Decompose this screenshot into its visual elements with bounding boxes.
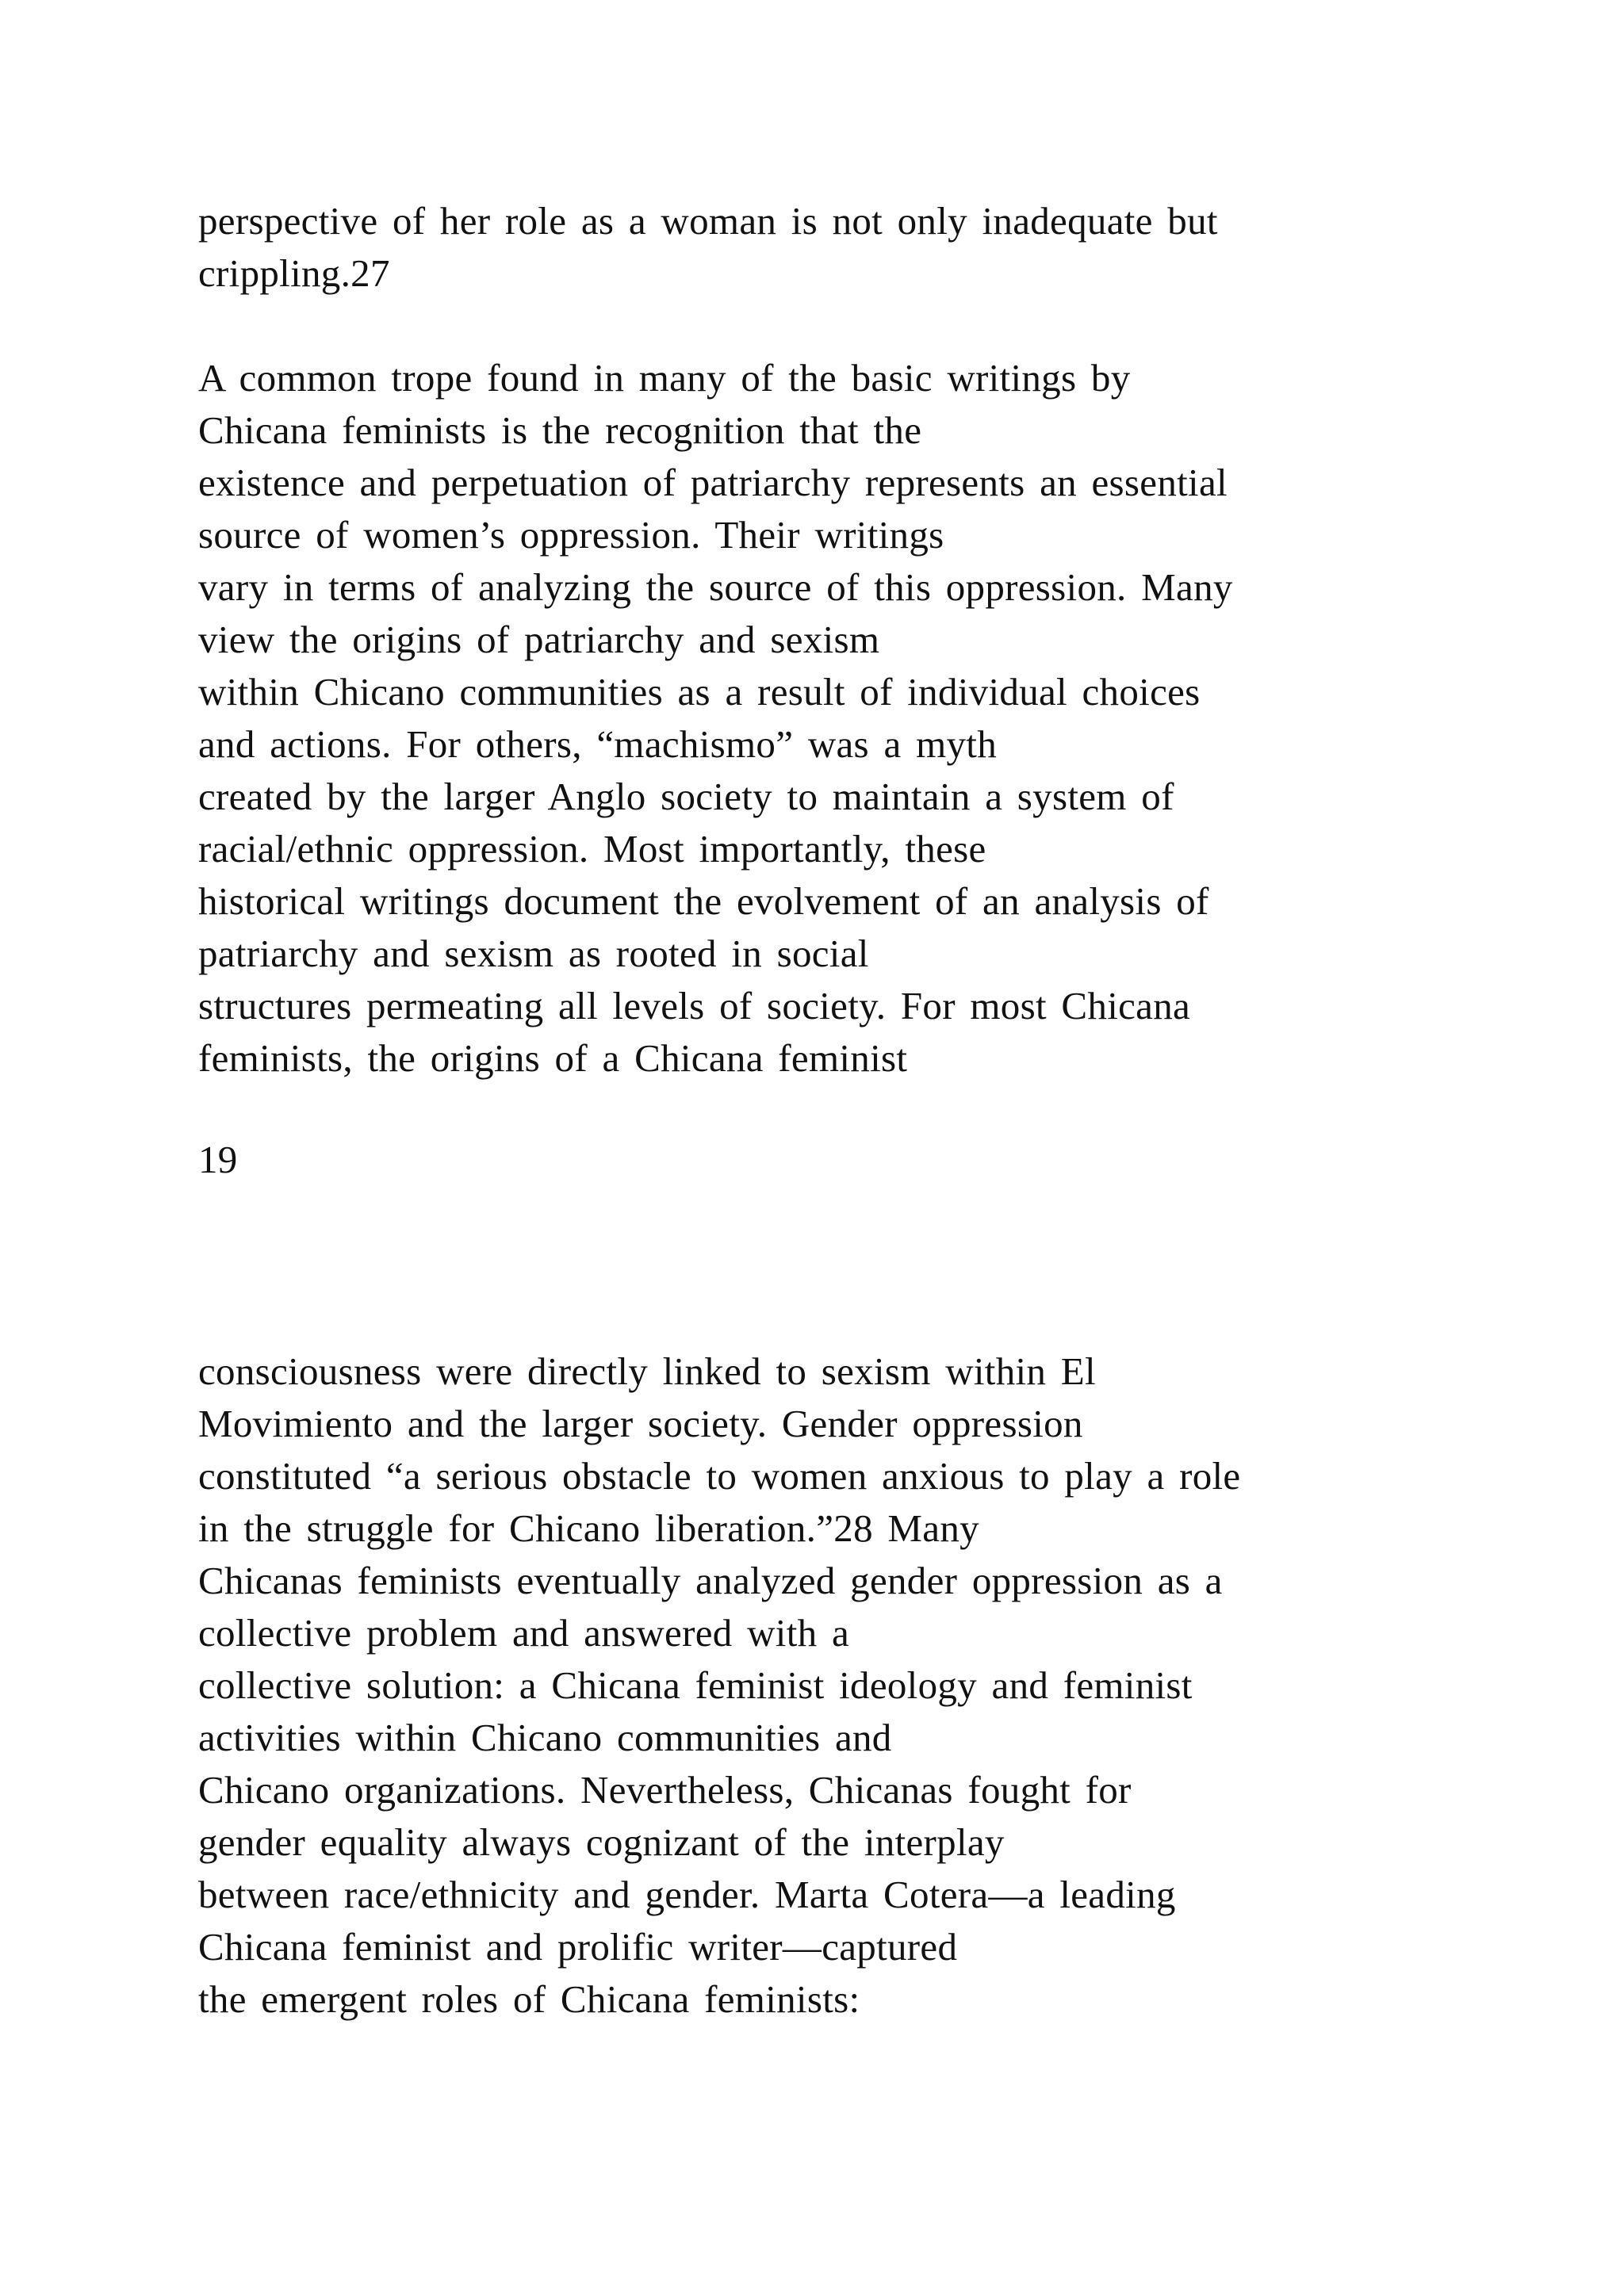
- text-line: activities within Chicano communities and: [198, 1716, 892, 1759]
- text-line: gender equality always cognizant of the interplay: [198, 1820, 1005, 1864]
- text-line: A common trope found in many of the basic writings by: [198, 356, 1131, 400]
- text-line: vary in terms of analyzing the source of this oppression. Many: [198, 565, 1233, 609]
- text-line: source of women’s oppression. Their writings: [198, 513, 944, 557]
- text-line: existence and perpetuation of patriarchy represents an essential: [198, 461, 1228, 504]
- paragraph-consciousness: [198, 1345, 1483, 2026]
- text-line: created by the larger Anglo society to maintain a system of: [198, 775, 1174, 818]
- text-line: the emergent roles of Chicana feminists:: [198, 1977, 860, 2021]
- paragraph-chicana-feminist-trope: [198, 352, 1483, 1085]
- text-line: Chicana feminists is the recognition that the: [198, 408, 922, 452]
- text-line: within Chicano communities as a result of individual choices: [198, 670, 1201, 714]
- text-line: Chicano organizations. Nevertheless, Chicanas fought for: [198, 1768, 1132, 1812]
- text-line: and actions. For others, “machismo” was a myth: [198, 722, 997, 766]
- text-line: in the struggle for Chicano liberation.”28 Many: [198, 1506, 979, 1550]
- text-line: collective problem and answered with a: [198, 1611, 850, 1655]
- text-line: feminists, the origins of a Chicana feminist: [198, 1036, 908, 1080]
- text-line: perspective of her role as a woman is not only inadequate but: [198, 199, 1218, 243]
- text-line: between race/ethnicity and gender. Marta Cotera—a leading: [198, 1873, 1176, 1916]
- paragraph-continuation: [198, 195, 1483, 300]
- text-line: Movimiento and the larger society. Gender oppression: [198, 1402, 1083, 1445]
- text-line: view the origins of patriarchy and sexism: [198, 618, 880, 661]
- text-line: historical writings document the evolvement of an analysis of: [198, 879, 1209, 923]
- page-number-container: [198, 1134, 1483, 1186]
- text-line: racial/ethnic oppression. Most importantly, these: [198, 827, 986, 871]
- text-line: patriarchy and sexism as rooted in social: [198, 932, 869, 975]
- text-line: consciousness were directly linked to sexism within El: [198, 1349, 1096, 1393]
- text-line: Chicanas feminists eventually analyzed gender oppression as a: [198, 1559, 1223, 1602]
- text-line: constituted “a serious obstacle to women anxious to play a role: [198, 1454, 1241, 1498]
- text-line: crippling.27: [198, 251, 390, 295]
- text-line: collective solution: a Chicana feminist ideology and feminist: [198, 1663, 1193, 1707]
- page-number: 19: [198, 1138, 238, 1181]
- text-line: structures permeating all levels of society. For most Chicana: [198, 984, 1191, 1027]
- text-line: Chicana feminist and prolific writer—captured: [198, 1925, 958, 1969]
